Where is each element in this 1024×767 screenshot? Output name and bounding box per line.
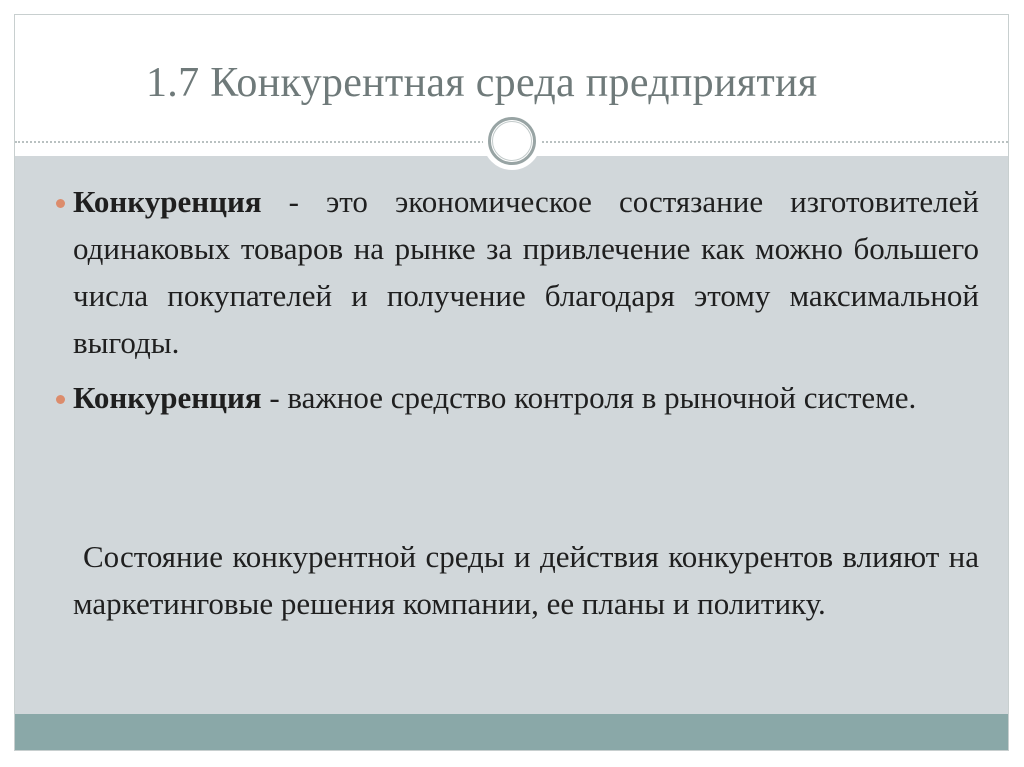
bullet-term: Конкуренция (73, 184, 262, 219)
ornament-inner-ring (492, 121, 532, 161)
slide-title: 1.7 Конкурентная среда предприятия (146, 60, 818, 106)
body-paragraph: Состояние конкурентной среды и действия конкурентов влияют на маркетинговые решения компании, ее планы и политику. (73, 539, 979, 621)
bullet-dot-icon (56, 395, 65, 404)
bullet-term: Конкуренция (73, 380, 262, 415)
bullet-item (73, 178, 979, 366)
bullet-item (73, 374, 979, 421)
footer-bar (15, 714, 1008, 750)
circle-ornament-icon (483, 112, 541, 170)
slide (14, 14, 1009, 751)
bullet-text: - важное средство контроля в рыночной системе. (261, 380, 917, 415)
bullet-text: - это экономическое состязание изготовителей одинаковых товаров на рынке за привлечение как можно большего числа покупателей и получение благодаря этому максимальной выгоды. (73, 184, 979, 360)
bullet-dot-icon (56, 199, 65, 208)
